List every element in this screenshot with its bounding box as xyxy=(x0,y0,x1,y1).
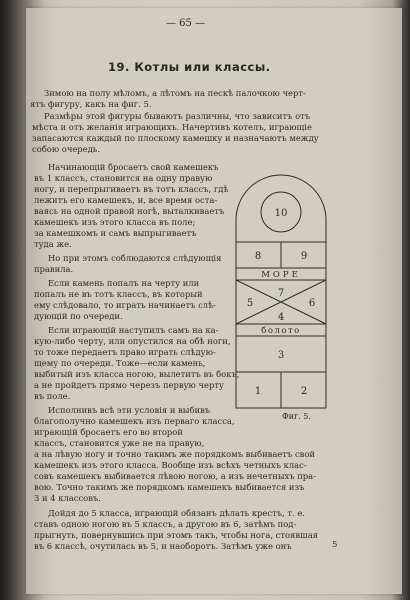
boloto-label: болото xyxy=(261,326,301,336)
text-line: а на лѣвую ногу и точно такимъ же порядкомъ выбиваетъ свой xyxy=(34,449,316,459)
text-line: выбитый изъ класса ногою, вылетитъ въ бокъ, xyxy=(34,369,240,379)
text-line: собою очередь. xyxy=(32,144,101,154)
text-line: Если камень попалъ на черту или xyxy=(48,278,200,288)
text-line: кую-либо черту, или опустился на обѣ ноги, xyxy=(34,336,231,346)
text-line: Размѣры этой фигуры бываютъ различны, что зависитъ отъ xyxy=(44,111,311,121)
text-line: дующій по очереди. xyxy=(34,311,123,321)
text-line: ставъ одною ногою въ 5 классъ, а другою въ 6, затѣмъ под- xyxy=(34,519,297,529)
text-line: совъ камешекъ выбивается лѣвою ногою, а изъ нечетныхъ пра- xyxy=(34,471,316,481)
class-4-label: 4 xyxy=(277,312,285,323)
text-line: камешекъ изъ этого класса. Вообще изъ всѣхъ четныхъ клас- xyxy=(34,460,307,470)
text-line: 3 и 4 классовъ. xyxy=(34,493,101,503)
class-7-label: 7 xyxy=(277,288,285,299)
text-line: ятъ фигуру, какъ на фиг. 5. xyxy=(30,99,152,109)
text-line: туда же. xyxy=(34,239,72,249)
class-3-label: 3 xyxy=(277,350,285,361)
text-line: Зимою на полу мѣломъ, а лѣтомъ на пескѣ палочкою черт- xyxy=(44,88,306,98)
text-line: классъ, становится уже не на правую, xyxy=(34,438,205,448)
text-line: въ 1 классъ, становится на одну правую xyxy=(34,173,213,183)
text-line: ваясь на одной правой ногѣ, выталкиваетъ xyxy=(34,206,225,216)
class-2-label: 2 xyxy=(300,386,308,397)
corner-mark: 5 xyxy=(332,540,338,550)
class-1-label: 1 xyxy=(254,386,262,397)
text-line: лежитъ его камешекъ, и, все время оста- xyxy=(34,195,218,205)
text-line: мѣста и отъ желанія играющихъ. Начертивъ котелъ, играющіе xyxy=(32,122,312,132)
text-line: щему по очереди. Тоже—если камень, xyxy=(34,358,206,368)
page-number: — 65 — xyxy=(166,18,206,29)
text-line: Исполнивъ всѣ эти условія и выбивъ xyxy=(48,405,211,415)
class-10-label: 10 xyxy=(274,208,288,219)
text-line: ему слѣдовало, то играть начинаетъ слѣ- xyxy=(34,300,216,310)
class-6-label: 6 xyxy=(308,298,316,309)
class-8-label: 8 xyxy=(254,251,262,262)
text-line: благополучно камешекъ изъ перваго класса, xyxy=(34,416,235,426)
text-line: то тоже передаетъ право играть слѣдую- xyxy=(34,347,216,357)
class-9-label: 9 xyxy=(300,251,308,262)
text-line: запасаются каждый по плоскому камешку и назначаютъ между xyxy=(32,133,319,143)
text-line: играющій бросаетъ его во второй xyxy=(34,427,183,437)
text-line: Если играющій наступилъ самъ на ка- xyxy=(48,325,219,335)
text-line: правила. xyxy=(34,264,74,274)
text-line: Начинающій бросаетъ свой камешекъ xyxy=(48,162,219,172)
more-label: МОРЕ xyxy=(261,270,301,280)
text-line: вою. Точно такимъ же порядкомъ камешекъ выбивается изъ xyxy=(34,482,305,492)
text-line: а не пройдетъ прямо черезъ первую черту xyxy=(34,380,224,390)
text-line: камешекъ изъ этого класса въ поле; xyxy=(34,217,196,227)
text-line: прыгнуть, повернувшись при этомъ такъ, чтобы нога, стоявшая xyxy=(34,530,319,540)
text-line: въ 6 классѣ, очутилась въ 5, и наоборотъ. Затѣмъ уже онъ xyxy=(34,541,292,551)
class-5-label: 5 xyxy=(246,298,254,309)
section-heading: 19. Котлы или классы. xyxy=(108,60,271,74)
text-line: за камешкомъ и самъ выпрыгиваетъ xyxy=(34,228,197,238)
text-line: попалъ не въ тотъ классъ, въ который xyxy=(34,289,203,299)
text-line: ногу, и перепрыгиваетъ въ тотъ классъ, гдѣ xyxy=(34,184,229,194)
book-page xyxy=(26,8,402,594)
text-line: въ поле. xyxy=(34,391,71,401)
hopscotch-figure xyxy=(232,172,330,410)
text-line: Но при этомъ соблюдаются слѣдующія xyxy=(48,253,222,263)
figure-caption: Фиг. 5. xyxy=(282,412,311,421)
text-line: Дойдя до 5 класса, играющій обязанъ дѣлать крестъ, т. е. xyxy=(48,508,305,518)
